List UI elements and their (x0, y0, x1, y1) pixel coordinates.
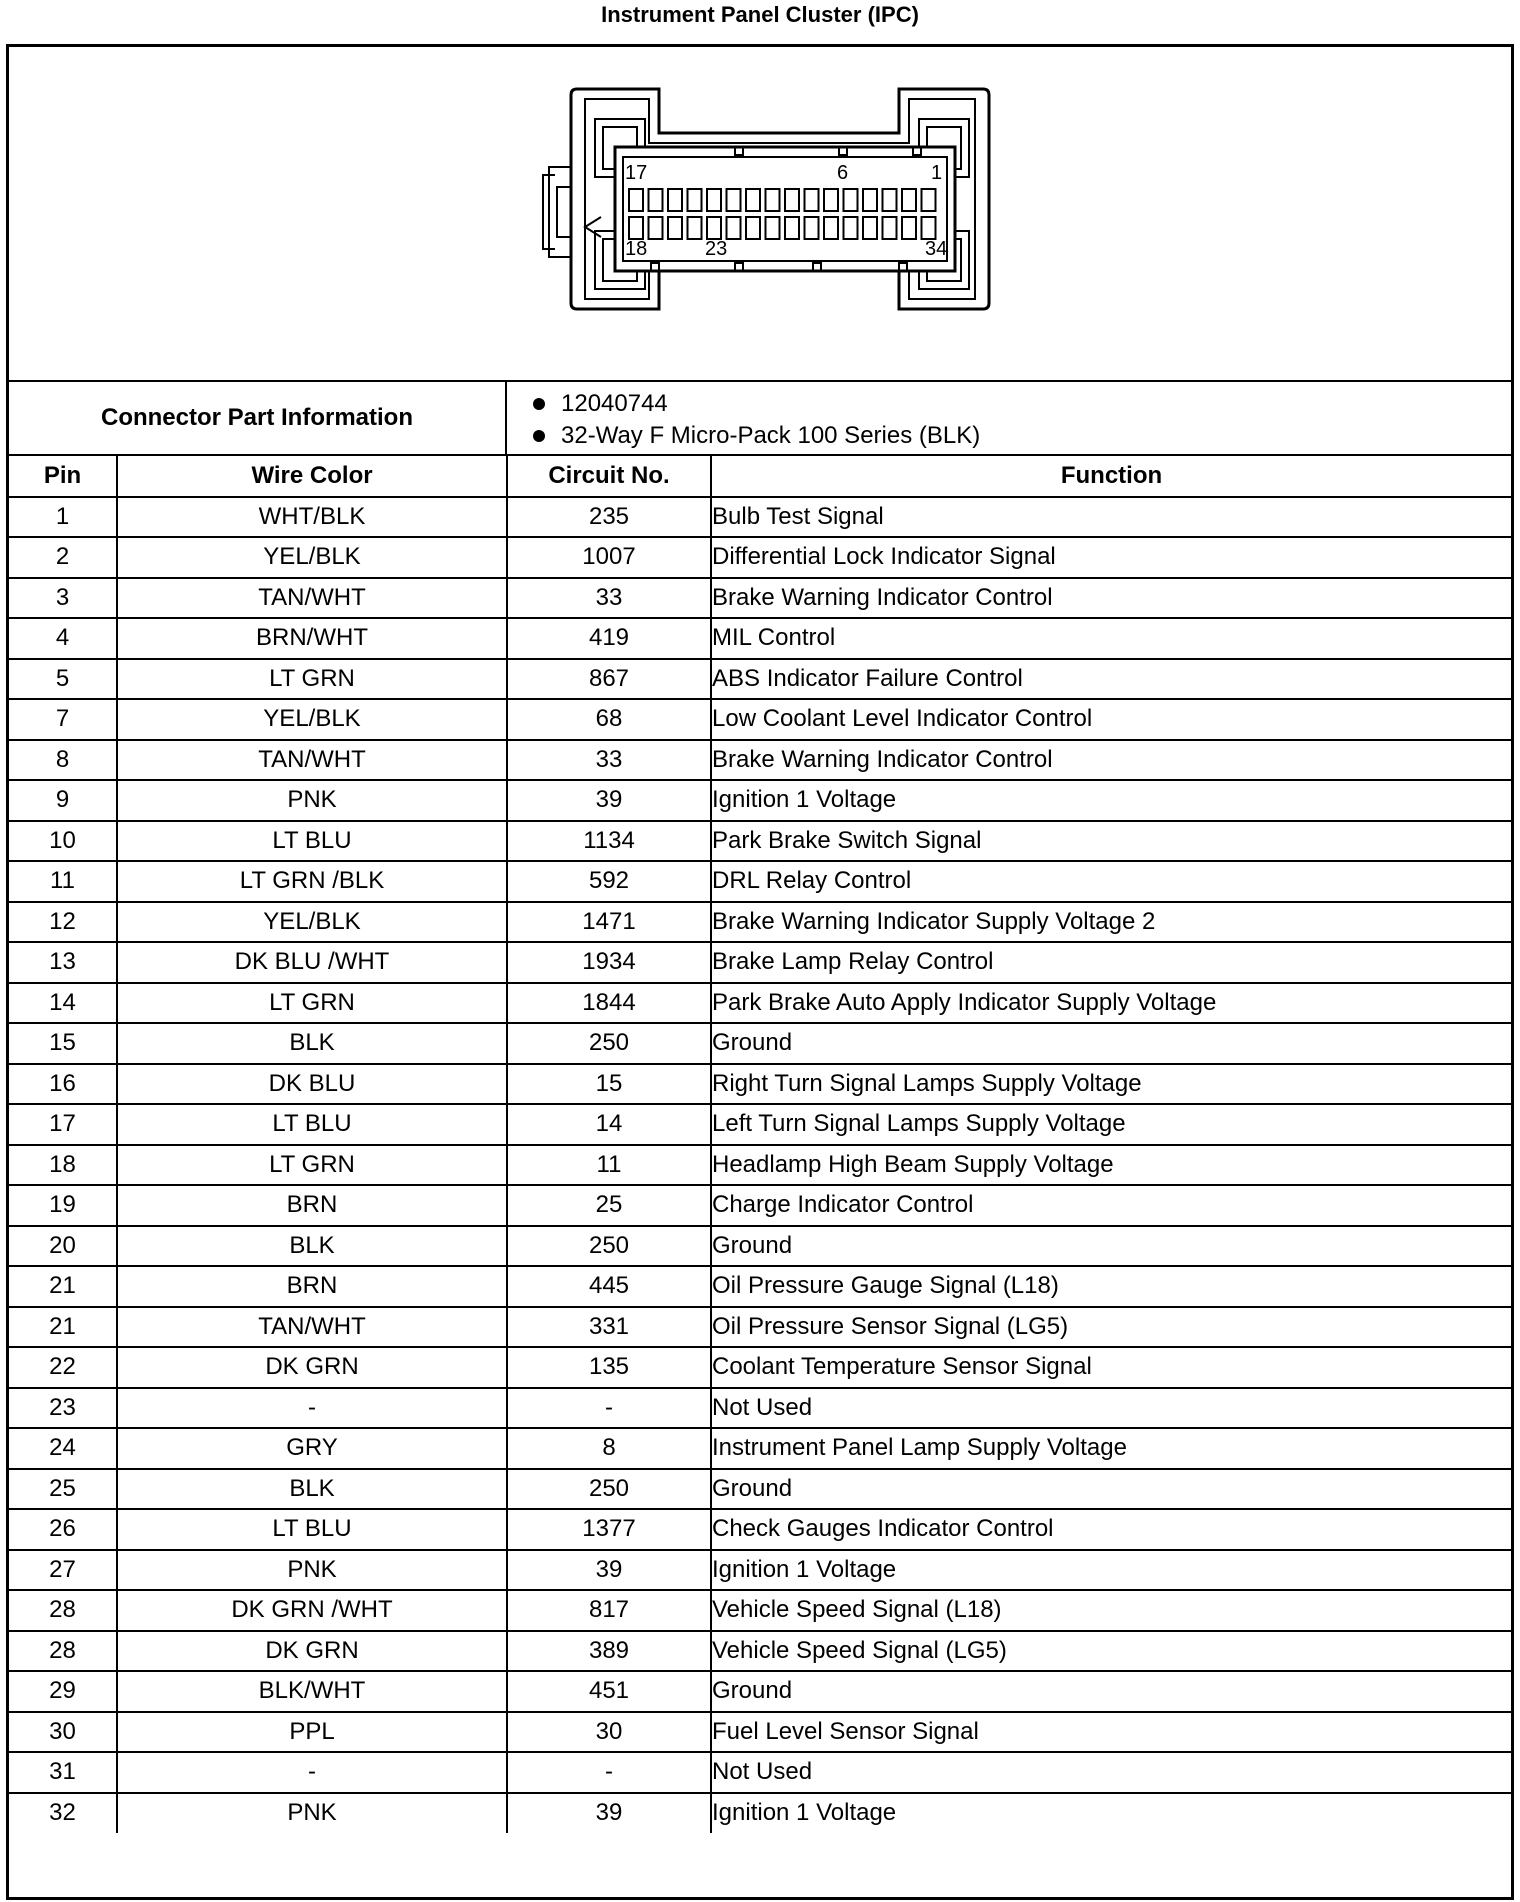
pin-cell: 13 (9, 942, 117, 983)
pin-cell: 16 (9, 1064, 117, 1105)
function-cell: Right Turn Signal Lamps Supply Voltage (711, 1064, 1511, 1105)
circuit-no-cell: - (507, 1752, 711, 1793)
wire-color-cell: YEL/BLK (117, 699, 507, 740)
circuit-no-cell: 14 (507, 1104, 711, 1145)
table-row (9, 942, 1511, 983)
pinout-header-row (9, 456, 1511, 497)
circuit-no-cell: 1844 (507, 983, 711, 1024)
table-row (9, 1550, 1511, 1591)
function-cell: Vehicle Speed Signal (L18) (711, 1590, 1511, 1631)
circuit-no-cell: 30 (507, 1712, 711, 1753)
wire-color-cell: LT BLU (117, 1509, 507, 1550)
pin-cell: 2 (9, 537, 117, 578)
table-row (9, 1631, 1511, 1672)
table-row (9, 1469, 1511, 1510)
pin-cell: 18 (9, 1145, 117, 1186)
pin-cell: 17 (9, 1104, 117, 1145)
circuit-no-cell: 8 (507, 1428, 711, 1469)
table-row (9, 902, 1511, 943)
connector-part-info-list (529, 388, 980, 452)
function-cell: Oil Pressure Gauge Signal (L18) (711, 1266, 1511, 1307)
table-row (9, 659, 1511, 700)
pin-cell: 3 (9, 578, 117, 619)
circuit-no-cell: 39 (507, 780, 711, 821)
circuit-no-cell: 1134 (507, 821, 711, 862)
wire-color-cell: - (117, 1752, 507, 1793)
pinout-table-body (9, 497, 1511, 1834)
pin-label-17: 17 (625, 162, 648, 184)
table-row (9, 1226, 1511, 1267)
connector-diagram (9, 47, 1511, 382)
wire-color-cell: LT GRN /BLK (117, 861, 507, 902)
table-row (9, 1185, 1511, 1226)
circuit-no-cell: 1007 (507, 537, 711, 578)
function-cell: Vehicle Speed Signal (LG5) (711, 1631, 1511, 1672)
wire-color-cell: DK GRN (117, 1631, 507, 1672)
pin-label-18: 18 (625, 238, 648, 260)
function-cell: Brake Warning Indicator Supply Voltage 2 (711, 902, 1511, 943)
circuit-no-cell: 33 (507, 740, 711, 781)
table-row (9, 1712, 1511, 1753)
pin-cell: 32 (9, 1793, 117, 1834)
pin-cell: 28 (9, 1590, 117, 1631)
function-cell: Ignition 1 Voltage (711, 780, 1511, 821)
pin-cell: 21 (9, 1307, 117, 1348)
wire-color-cell: YEL/BLK (117, 537, 507, 578)
pin-cell: 7 (9, 699, 117, 740)
pin-cell: 29 (9, 1671, 117, 1712)
header-wire-color: Wire Color (117, 456, 507, 497)
wire-color-cell: LT BLU (117, 821, 507, 862)
table-row (9, 1266, 1511, 1307)
table-row (9, 1428, 1511, 1469)
table-row (9, 497, 1511, 538)
circuit-no-cell: - (507, 1388, 711, 1429)
wire-color-cell: YEL/BLK (117, 902, 507, 943)
pin-cell: 28 (9, 1631, 117, 1672)
function-cell: Bulb Test Signal (711, 497, 1511, 538)
header-circuit-no: Circuit No. (507, 456, 711, 497)
pin-cell: 25 (9, 1469, 117, 1510)
wire-color-cell: BLK (117, 1226, 507, 1267)
table-row (9, 699, 1511, 740)
wire-color-cell: BRN/WHT (117, 618, 507, 659)
connector-face-illustration (9, 47, 1511, 380)
circuit-no-cell: 250 (507, 1023, 711, 1064)
function-cell: DRL Relay Control (711, 861, 1511, 902)
function-cell: Not Used (711, 1752, 1511, 1793)
table-row (9, 1023, 1511, 1064)
circuit-no-cell: 389 (507, 1631, 711, 1672)
page-title: Instrument Panel Cluster (IPC) (601, 2, 919, 27)
circuit-no-cell: 867 (507, 659, 711, 700)
function-cell: Ignition 1 Voltage (711, 1793, 1511, 1834)
table-row (9, 578, 1511, 619)
pin-cell: 21 (9, 1266, 117, 1307)
function-cell: Brake Warning Indicator Control (711, 740, 1511, 781)
circuit-no-cell: 39 (507, 1793, 711, 1834)
wire-color-cell: BLK/WHT (117, 1671, 507, 1712)
connector-frame (6, 44, 1514, 1900)
table-row (9, 1590, 1511, 1631)
pin-cell: 24 (9, 1428, 117, 1469)
wire-color-cell: LT GRN (117, 983, 507, 1024)
circuit-no-cell: 817 (507, 1590, 711, 1631)
wire-color-cell: TAN/WHT (117, 1307, 507, 1348)
wire-color-cell: BLK (117, 1469, 507, 1510)
wire-color-cell: TAN/WHT (117, 740, 507, 781)
circuit-no-cell: 451 (507, 1671, 711, 1712)
function-cell: Ignition 1 Voltage (711, 1550, 1511, 1591)
circuit-no-cell: 1471 (507, 902, 711, 943)
table-row (9, 1793, 1511, 1834)
wire-color-cell: GRY (117, 1428, 507, 1469)
pin-cell: 14 (9, 983, 117, 1024)
pin-label-1: 1 (931, 162, 943, 184)
table-row (9, 1347, 1511, 1388)
function-cell: Ground (711, 1469, 1511, 1510)
connector-part-info (9, 382, 1511, 456)
wire-color-cell: PNK (117, 1550, 507, 1591)
circuit-no-cell: 68 (507, 699, 711, 740)
function-cell: Fuel Level Sensor Signal (711, 1712, 1511, 1753)
pin-cell: 27 (9, 1550, 117, 1591)
circuit-no-cell: 39 (507, 1550, 711, 1591)
function-cell: Not Used (711, 1388, 1511, 1429)
circuit-no-cell: 1934 (507, 942, 711, 983)
pin-cell: 1 (9, 497, 117, 538)
circuit-no-cell: 135 (507, 1347, 711, 1388)
pin-cell: 19 (9, 1185, 117, 1226)
pin-cell: 4 (9, 618, 117, 659)
wire-color-cell: - (117, 1388, 507, 1429)
table-row (9, 983, 1511, 1024)
function-cell: ABS Indicator Failure Control (711, 659, 1511, 700)
pin-label-6: 6 (837, 162, 849, 184)
function-cell: Park Brake Auto Apply Indicator Supply Voltage (711, 983, 1511, 1024)
wire-color-cell: LT GRN (117, 659, 507, 700)
circuit-no-cell: 250 (507, 1469, 711, 1510)
wire-color-cell: PNK (117, 780, 507, 821)
table-row (9, 821, 1511, 862)
function-cell: Ground (711, 1023, 1511, 1064)
table-row (9, 1509, 1511, 1550)
table-row (9, 1671, 1511, 1712)
table-row (9, 1752, 1511, 1793)
circuit-no-cell: 250 (507, 1226, 711, 1267)
function-cell: Ground (711, 1226, 1511, 1267)
function-cell: Low Coolant Level Indicator Control (711, 699, 1511, 740)
circuit-no-cell: 1377 (507, 1509, 711, 1550)
pin-cell: 10 (9, 821, 117, 862)
wire-color-cell: WHT/BLK (117, 497, 507, 538)
wire-color-cell: BRN (117, 1266, 507, 1307)
circuit-no-cell: 331 (507, 1307, 711, 1348)
pin-label-34: 34 (925, 238, 948, 260)
wire-color-cell: BRN (117, 1185, 507, 1226)
table-row (9, 618, 1511, 659)
pin-cell: 8 (9, 740, 117, 781)
pin-cell: 30 (9, 1712, 117, 1753)
header-pin: Pin (9, 456, 117, 497)
circuit-no-cell: 25 (507, 1185, 711, 1226)
pin-label-23: 23 (705, 238, 728, 260)
table-row (9, 537, 1511, 578)
circuit-no-cell: 33 (507, 578, 711, 619)
circuit-no-cell: 419 (507, 618, 711, 659)
table-row (9, 780, 1511, 821)
connector-description: 32-Way F Micro-Pack 100 Series (BLK) (529, 420, 980, 452)
circuit-no-cell: 592 (507, 861, 711, 902)
table-row (9, 861, 1511, 902)
wire-color-cell: DK BLU /WHT (117, 942, 507, 983)
function-cell: Park Brake Switch Signal (711, 821, 1511, 862)
pin-cell: 23 (9, 1388, 117, 1429)
function-cell: Differential Lock Indicator Signal (711, 537, 1511, 578)
wire-color-cell: TAN/WHT (117, 578, 507, 619)
circuit-no-cell: 445 (507, 1266, 711, 1307)
pinout-table (9, 456, 1511, 1833)
pin-cell: 9 (9, 780, 117, 821)
function-cell: Coolant Temperature Sensor Signal (711, 1347, 1511, 1388)
circuit-no-cell: 15 (507, 1064, 711, 1105)
wire-color-cell: LT BLU (117, 1104, 507, 1145)
function-cell: Check Gauges Indicator Control (711, 1509, 1511, 1550)
function-cell: Brake Warning Indicator Control (711, 578, 1511, 619)
wire-color-cell: PPL (117, 1712, 507, 1753)
pin-cell: 12 (9, 902, 117, 943)
table-row (9, 1388, 1511, 1429)
wire-color-cell: DK GRN /WHT (117, 1590, 507, 1631)
pin-cell: 22 (9, 1347, 117, 1388)
connector-part-info-label: Connector Part Information (9, 382, 507, 454)
function-cell: Left Turn Signal Lamps Supply Voltage (711, 1104, 1511, 1145)
table-row (9, 1104, 1511, 1145)
wire-color-cell: LT GRN (117, 1145, 507, 1186)
circuit-no-cell: 235 (507, 497, 711, 538)
pin-cell: 20 (9, 1226, 117, 1267)
header-function: Function (711, 456, 1511, 497)
function-cell: Instrument Panel Lamp Supply Voltage (711, 1428, 1511, 1469)
part-number: 12040744 (529, 388, 980, 420)
function-cell: Charge Indicator Control (711, 1185, 1511, 1226)
function-cell: MIL Control (711, 618, 1511, 659)
pin-cell: 31 (9, 1752, 117, 1793)
function-cell: Headlamp High Beam Supply Voltage (711, 1145, 1511, 1186)
function-cell: Brake Lamp Relay Control (711, 942, 1511, 983)
circuit-no-cell: 11 (507, 1145, 711, 1186)
wire-color-cell: DK GRN (117, 1347, 507, 1388)
wire-color-cell: PNK (117, 1793, 507, 1834)
table-row (9, 1307, 1511, 1348)
wire-color-cell: BLK (117, 1023, 507, 1064)
wire-color-cell: DK BLU (117, 1064, 507, 1105)
table-row (9, 1064, 1511, 1105)
function-cell: Oil Pressure Sensor Signal (LG5) (711, 1307, 1511, 1348)
pin-cell: 11 (9, 861, 117, 902)
table-row (9, 1145, 1511, 1186)
pin-cell: 26 (9, 1509, 117, 1550)
pin-cell: 15 (9, 1023, 117, 1064)
pin-cell: 5 (9, 659, 117, 700)
function-cell: Ground (711, 1671, 1511, 1712)
table-row (9, 740, 1511, 781)
